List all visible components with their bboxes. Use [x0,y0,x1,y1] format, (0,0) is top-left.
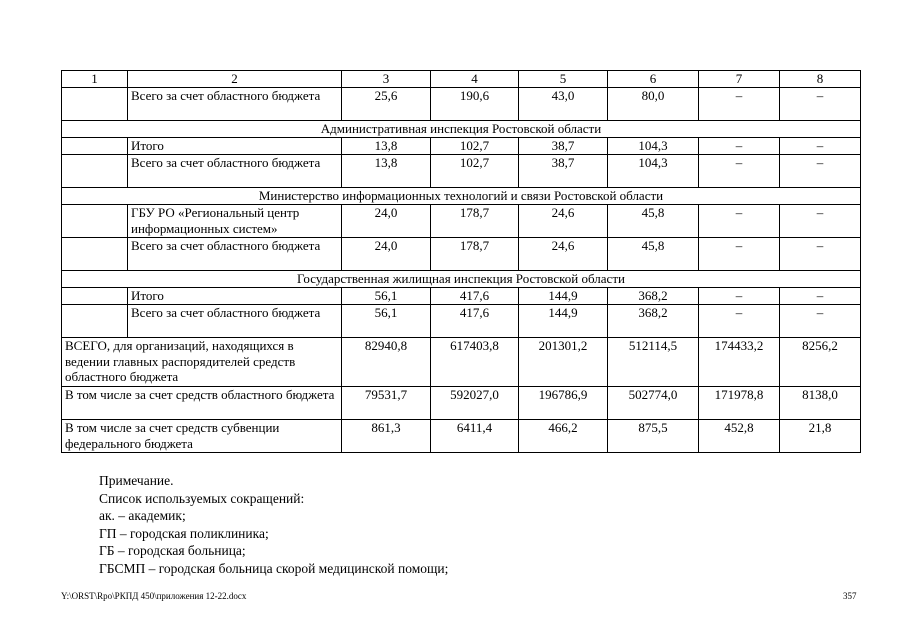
empty-cell [62,205,128,238]
value-cell: 24,0 [342,205,431,238]
value-cell: 417,6 [431,305,519,338]
table-row [62,305,861,338]
column-number: 1 [62,71,128,88]
abbreviation-item: ГБСМП – городская больница скорой медицинской помощи; [99,560,449,576]
value-cell: 417,6 [431,288,519,305]
table-row [62,238,861,271]
value-cell: 144,9 [519,305,608,338]
value-cell: 617403,8 [431,338,519,387]
value-cell: 171978,8 [699,387,780,420]
value-cell: 875,5 [608,420,699,453]
table-row [62,88,861,121]
value-cell: 144,9 [519,288,608,305]
value-cell: 201301,2 [519,338,608,387]
value-cell: 45,8 [608,238,699,271]
value-cell: 56,1 [342,305,431,338]
value-cell: 502774,0 [608,387,699,420]
value-cell: 82940,8 [342,338,431,387]
value-cell: 178,7 [431,205,519,238]
value-cell: – [699,88,780,121]
value-cell: 452,8 [699,420,780,453]
value-cell: 592027,0 [431,387,519,420]
value-cell: – [780,138,861,155]
value-cell: – [780,305,861,338]
table-row [62,155,861,188]
value-cell: – [699,138,780,155]
value-cell: 6411,4 [431,420,519,453]
section-title: Государственная жилищная инспекция Ростовской области [62,271,861,288]
value-cell: 368,2 [608,305,699,338]
empty-cell [62,88,128,121]
value-cell: 80,0 [608,88,699,121]
value-cell: 43,0 [519,88,608,121]
value-cell: 368,2 [608,288,699,305]
column-number: 7 [699,71,780,88]
section-row [62,188,861,205]
column-number-row [62,71,861,88]
value-cell: – [699,288,780,305]
notes-block [99,472,448,577]
value-cell: 21,8 [780,420,861,453]
value-cell: 56,1 [342,288,431,305]
column-number: 6 [608,71,699,88]
value-cell: – [780,288,861,305]
column-number: 5 [519,71,608,88]
total-row [62,387,861,420]
value-cell: – [699,205,780,238]
section-title: Министерство информационных технологий и связи Ростовской области [62,188,861,205]
table-row [62,205,861,238]
row-name: Итого [128,138,342,155]
value-cell: 25,6 [342,88,431,121]
footer-file-path: Y:\ORST\Rpo\РКПД 450\приложения 12-22.docx [61,591,247,601]
footer-page-number: 357 [843,591,857,601]
total-row-name: В том числе за счет средств субвенции федерального бюджета [62,420,342,453]
column-number: 4 [431,71,519,88]
value-cell: 102,7 [431,138,519,155]
value-cell: 45,8 [608,205,699,238]
value-cell: 8138,0 [780,387,861,420]
value-cell: 178,7 [431,238,519,271]
value-cell: 38,7 [519,138,608,155]
empty-cell [62,155,128,188]
value-cell: 190,6 [431,88,519,121]
value-cell: 13,8 [342,138,431,155]
value-cell: 861,3 [342,420,431,453]
value-cell: 512114,5 [608,338,699,387]
row-name: Итого [128,288,342,305]
value-cell: 174433,2 [699,338,780,387]
abbreviation-item: ГБ – городская больница; [99,543,246,558]
value-cell: – [780,238,861,271]
value-cell: 8256,2 [780,338,861,387]
row-name: ГБУ РО «Региональный центр информационных систем» [128,205,342,238]
empty-cell [62,138,128,155]
total-row [62,420,861,453]
column-number: 2 [128,71,342,88]
empty-cell [62,288,128,305]
total-row-name: В том числе за счет средств областного бюджета [62,387,342,420]
value-cell: – [780,205,861,238]
value-cell: – [699,238,780,271]
value-cell: 24,0 [342,238,431,271]
section-row [62,121,861,138]
value-cell: 38,7 [519,155,608,188]
value-cell: – [699,305,780,338]
value-cell: 24,6 [519,205,608,238]
row-name: Всего за счет областного бюджета [128,238,342,271]
value-cell: 24,6 [519,238,608,271]
value-cell: – [780,155,861,188]
column-number: 8 [780,71,861,88]
note-heading: Примечание. [99,473,174,488]
value-cell: 196786,9 [519,387,608,420]
empty-cell [62,305,128,338]
section-title: Административная инспекция Ростовской области [62,121,861,138]
total-row-name: ВСЕГО, для организаций, находящихся в ведении главных распорядителей средств областного бюджета [62,338,342,387]
value-cell: 466,2 [519,420,608,453]
column-number: 3 [342,71,431,88]
value-cell: – [780,88,861,121]
empty-cell [62,238,128,271]
total-row [62,338,861,387]
value-cell: 104,3 [608,155,699,188]
abbreviation-item: ГП – городская поликлиника; [99,525,269,541]
section-row [62,271,861,288]
value-cell: 104,3 [608,138,699,155]
value-cell: 102,7 [431,155,519,188]
table-row [62,138,861,155]
row-name: Всего за счет областного бюджета [128,305,342,338]
value-cell: – [699,155,780,188]
value-cell: 79531,7 [342,387,431,420]
row-name: Всего за счет областного бюджета [128,88,342,121]
abbreviations-heading: Список используемых сокращений: [99,490,305,506]
table-row [62,288,861,305]
abbreviation-item: ак. – академик; [99,508,186,523]
budget-table [61,70,861,453]
value-cell: 13,8 [342,155,431,188]
row-name: Всего за счет областного бюджета [128,155,342,188]
